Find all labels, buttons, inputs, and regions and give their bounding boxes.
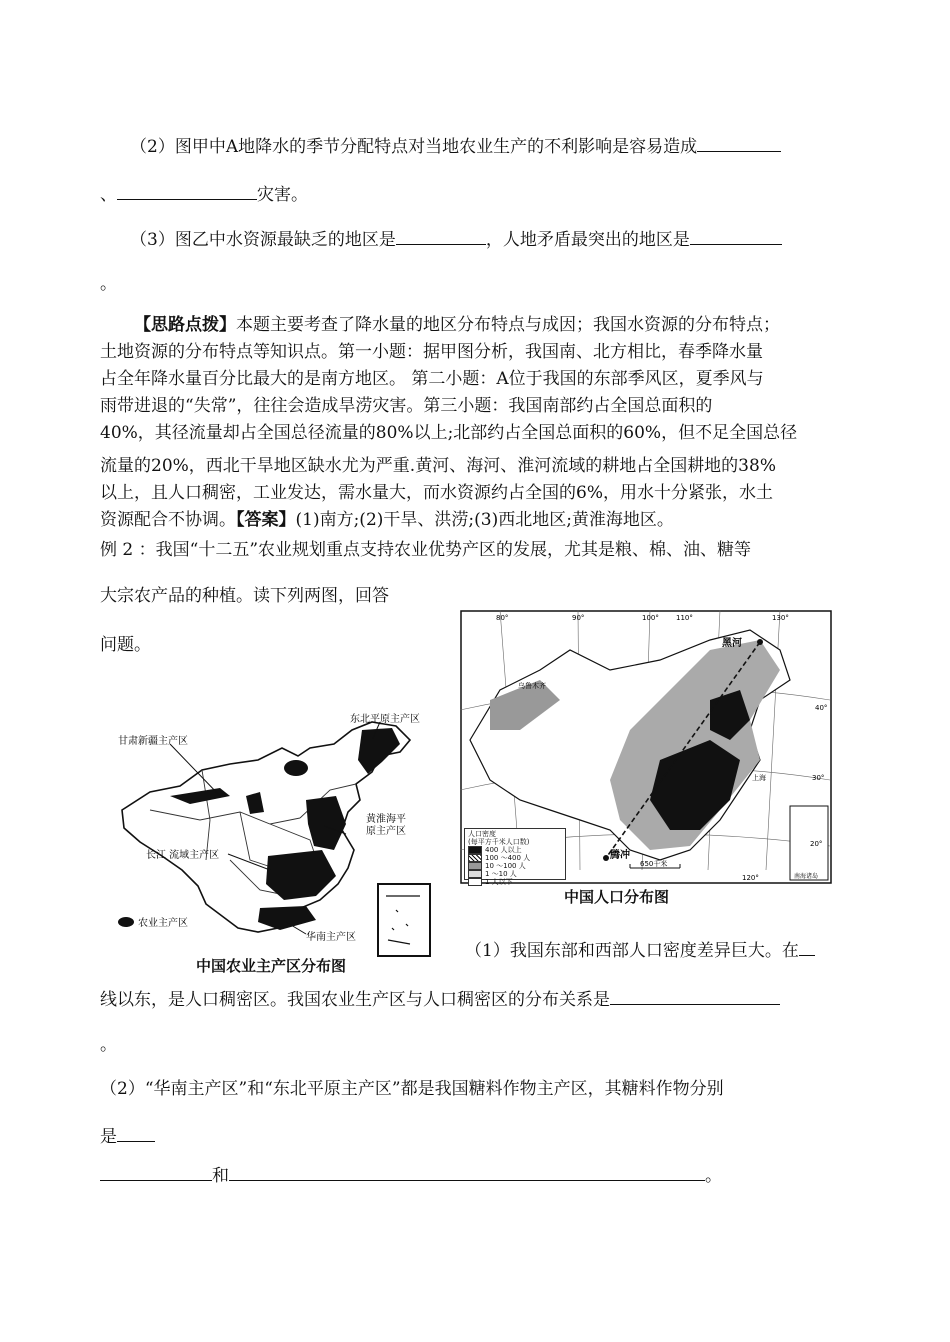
analysis-line-6: 流量的20%，西北干旱地区缺水尤为严重.黄河、海河、淮河流域的耕地占全国耕地的38% bbox=[100, 456, 776, 476]
population-legend bbox=[464, 828, 566, 886]
q2-2-answer-blank-2[interactable] bbox=[100, 1162, 212, 1181]
q2-2-end: 。 bbox=[705, 1166, 722, 1186]
q2-end: 灾害。 bbox=[257, 185, 308, 205]
answer-title: 【答案】 bbox=[236, 510, 296, 530]
label-scale: 650千米 bbox=[640, 860, 668, 868]
analysis-text-1: 本题主要考查了降水量的地区分布特点与成因；我国水资源的分布特点； bbox=[236, 315, 780, 335]
population-map-caption: 中国人口分布图 bbox=[564, 888, 670, 906]
analysis-line-4: 雨带进退的“失常”，往往会造成旱涝灾害。第三小题：我国南部约占全国总面积的 bbox=[100, 396, 713, 416]
label-huanghuai-2: 原主产区 bbox=[366, 826, 406, 837]
area-hetao bbox=[284, 760, 308, 776]
legend-swatch bbox=[118, 917, 134, 927]
q2-2-text-2: 是 bbox=[100, 1127, 117, 1147]
q2-1-answer-blank-1[interactable] bbox=[799, 937, 815, 956]
label-tengchong: 腾冲 bbox=[610, 850, 630, 861]
q2-2-and: 和 bbox=[212, 1166, 229, 1186]
analysis-line-7: 以上，且人口稠密，工业发达，需水量大，而水资源约占全国的6%，用水十分紧张，水土 bbox=[100, 483, 773, 503]
analysis-line-5: 40%，其径流量却占全国总径流量的80%以上;北部约占全国总面积的60%，但不足全国总径 bbox=[100, 423, 798, 443]
lat-30: 30° bbox=[812, 774, 825, 782]
q2-answer-blank-1[interactable] bbox=[697, 133, 781, 152]
label-shanghai: 上海 bbox=[752, 774, 766, 782]
example2-line-2: 大宗农产品的种植。读下列两图，回答 bbox=[100, 586, 389, 606]
q2-2-line-2 bbox=[100, 1123, 155, 1149]
legend-item: 100 ～400 人 bbox=[468, 854, 562, 862]
q3-text-b: ，人地矛盾最突出的地区是 bbox=[485, 230, 690, 250]
q3-end: 。 bbox=[100, 274, 117, 294]
q3-text-a: （3）图乙中水资源最缺乏的地区是 bbox=[130, 230, 396, 250]
q2-2-line-1: （2）“华南主产区”和“东北平原主产区”都是我国糖料作物主产区，其糖料作物分别 bbox=[100, 1079, 724, 1099]
agri-map-caption: 中国农业主产区分布图 bbox=[196, 957, 347, 975]
analysis-title: 【思路点拨】 bbox=[134, 315, 236, 335]
label-gansu: 甘肃新疆主产区 bbox=[118, 736, 188, 747]
lon-80: 80° bbox=[496, 614, 509, 622]
q2-1-answer-blank-2[interactable] bbox=[610, 986, 780, 1005]
label-nanhai: 南海诸岛 bbox=[794, 873, 819, 880]
q2-separator: 、 bbox=[100, 185, 117, 205]
analysis-line-1 bbox=[134, 313, 780, 337]
legend-item: 1 人以下 bbox=[468, 878, 562, 886]
q2-1-text-2: 线以东，是人口稠密区。我国农业生产区与人口稠密区的分布关系是 bbox=[100, 990, 610, 1010]
legend-item: 1 ～10 人 bbox=[468, 870, 562, 878]
q2-1-text-1: （1）我国东部和西部人口密度差异巨大。在 bbox=[465, 941, 799, 961]
legend-unit: (每平方千米人口数) bbox=[468, 838, 530, 846]
analysis-line-2: 土地资源的分布特点等知识点。第一小题：据甲图分析，我国南、北方相比，春季降水量 bbox=[100, 342, 763, 362]
example2-line-1: 例 2 ：我国“十二五”农业规划重点支持农业优势产区的发展，尤其是粮、棉、油、糖等 bbox=[100, 540, 752, 560]
legend-item: 10 ～100 人 bbox=[468, 862, 562, 870]
label-huanghuai-1: 黄淮海平 bbox=[366, 814, 406, 825]
lat-20: 20° bbox=[810, 840, 823, 848]
q3-answer-blank-1[interactable] bbox=[396, 226, 486, 245]
q3-line bbox=[130, 226, 782, 252]
analysis-line-8 bbox=[100, 508, 674, 532]
analysis-line-3: 占全年降水量百分比最大的是南方地区。 第二小题：A位于我国的东部季风区，夏季风与 bbox=[100, 369, 764, 389]
lat-40: 40° bbox=[815, 704, 828, 712]
q2-1-line-2 bbox=[100, 986, 780, 1012]
lon-130: 130° bbox=[772, 614, 789, 622]
label-legend: 农业主产区 bbox=[138, 918, 188, 929]
q2-2-answer-blank-3[interactable] bbox=[229, 1162, 705, 1181]
agri-map bbox=[110, 700, 440, 962]
label-northeast: 东北平原主产区 bbox=[350, 714, 420, 725]
q2-1-line-1 bbox=[465, 937, 815, 963]
q2-2-answer-blank-1[interactable] bbox=[117, 1123, 155, 1142]
analysis-text-8: 资源配合不协调。 bbox=[100, 510, 236, 530]
q2-1-end: 。 bbox=[100, 1035, 117, 1055]
label-urumqi: 乌鲁木齐 bbox=[518, 682, 546, 690]
answer-text: (1)南方;(2)干旱、洪涝;(3)西北地区;黄淮海地区。 bbox=[295, 510, 674, 530]
q2-line-2 bbox=[100, 181, 308, 207]
legend-item: 400 人以上 bbox=[468, 846, 562, 854]
legend-title: 人口密度 bbox=[468, 830, 496, 838]
lon-100: 100° bbox=[642, 614, 659, 622]
lon-120: 120° bbox=[742, 874, 759, 882]
label-changjiang: 长江 流域主产区 bbox=[146, 850, 220, 861]
label-heihe: 黑河 bbox=[722, 638, 742, 649]
example2-line-3: 问题。 bbox=[100, 635, 151, 655]
lon-90: 90° bbox=[572, 614, 585, 622]
lon-110: 110° bbox=[676, 614, 693, 622]
q2-2-line-3 bbox=[100, 1162, 722, 1188]
label-huanan: 华南主产区 bbox=[306, 932, 356, 943]
q2-answer-blank-2[interactable] bbox=[117, 181, 257, 200]
q2-text: （2）图甲中A地降水的季节分配特点对当地农业生产的不利影响是容易造成 bbox=[130, 137, 698, 157]
q2-line bbox=[130, 133, 781, 159]
q3-answer-blank-2[interactable] bbox=[690, 226, 782, 245]
south-sea-inset bbox=[378, 884, 430, 956]
